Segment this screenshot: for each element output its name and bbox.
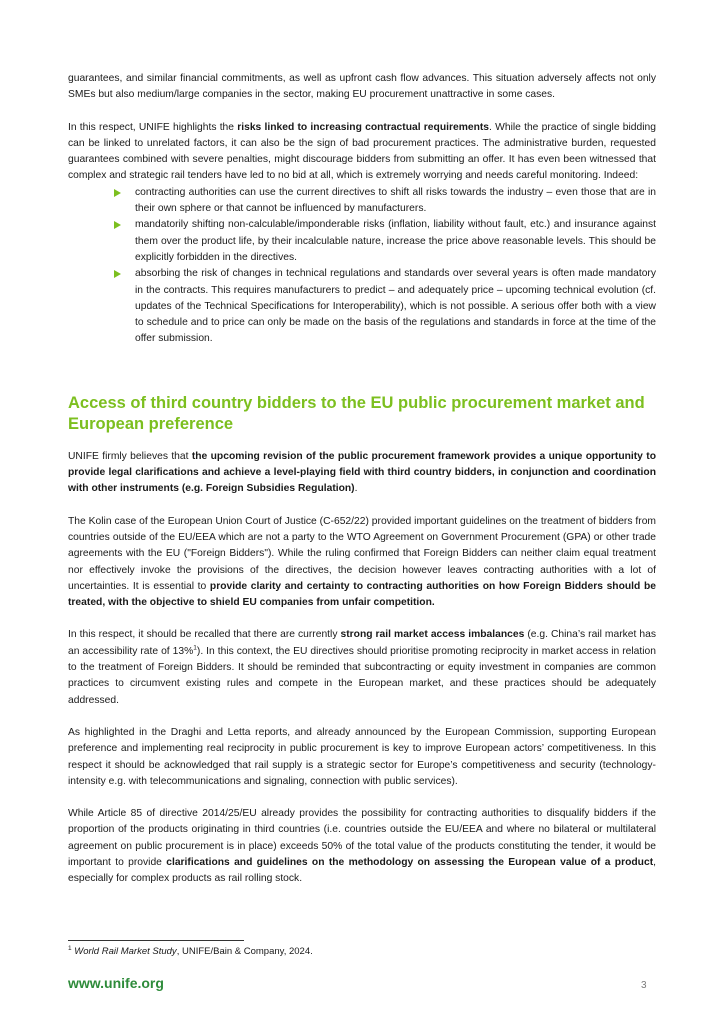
footer-website-link[interactable]: www.unife.org [68, 975, 164, 991]
paragraph-european-preference: As highlighted in the Draghi and Letta reports, and already announced by the European Commission, supporting European preference and implementing real reciprocity in public procurement is key to improve European actors’ competitiveness. In this respect it should be acknowledged that rail supply is a strategic sector for Europe’s competitiveness and security (technology-intensity e.g. with telecommunications and signaling, connection with public services). [68, 726, 656, 787]
paragraph-guarantees: guarantees, and similar financial commitments, as well as upfront cash flow advances. This situation adversely affects not only SMEs but also medium/large companies in the sector, making EU procurement unattractive in some cases. [68, 73, 656, 101]
footnote-reference: 1 [193, 644, 197, 652]
arrow-bullet-icon [114, 221, 121, 229]
arrow-bullet-icon [114, 270, 121, 278]
paragraph-kolin-case: The Kolin case of the European Union Court of Justice (C-652/22) provided important guidelines on the treatment of bidders from countries outside of the EU/EEA which are not a party to the WTO Agreement on Government Procurement (GPA) or other trade agreements with the EU ("Foreign Bidders"). While the ruling confirmed that Foreign Bidders can neither claim equal treatment nor effectively invoke the provisions of the directives, the decision however leaves contracting authorities with a lot of uncertainties. It is essential to provide clarity and certainty to contracting authorities on how Foreign Bidders should be treated, with the objective to shield EU companies from unfair competition. [68, 515, 657, 609]
footnote: $^1$ World Rail Market Study, UNIFE/Bain & Company, 2024. [68, 944, 313, 957]
paragraph-unife-belief: UNIFE firmly believes that the upcoming revision of the public procurement framework provides a unique opportunity to provide legal clarifications and achieve a level-playing field with third country bidders, in conjunction and coordination with other instruments (e.g. Foreign Subsidies Regulation). [68, 450, 656, 495]
list-item: mandatorily shifting non-calculable/imponderable risks (inflation, liability without fault, etc.) and insurance against them over the product life, by their incalculable nature, increase the price above reasonable levels. This should be explicitly forbidden in the directives. [114, 217, 656, 266]
paragraph-contractual-risks: In this respect, UNIFE highlights the risks linked to increasing contractual requirements. While the practice of single bidding can be linked to unrelated factors, it can also be the sign of bad procurement practices. The administrative burden, requested guarantees combined with severe penalties, might discourage bidders from submitting an offer. It has even been witnessed that complex and strategic rail tenders have led to no bid at all, which is extremely worrying and needs careful monitoring. Indeed: [68, 121, 656, 182]
section-heading: Access of third country bidders to the EU public procurement market and European preference [68, 393, 645, 433]
footnote-divider [68, 940, 244, 941]
document-body [68, 71, 656, 888]
paragraph-article-85: While Article 85 of directive 2014/25/EU already provides the possibility for contracting authorities to disqualify bidders if the proportion of the products originating in third countries (i.e. countries outside the EU/EEA and where no bilateral or multilateral agreement on public procurement is in place) exceeds 50% of the total value of the products constituting the tender, it would be important to provide clarifications and guidelines on the methodology on assessing the European value of a product, especially for complex products as rail rolling stock. [68, 808, 656, 885]
list-item: contracting authorities can use the current directives to shift all risks towards the industry – even those that are in their own sphere or that cannot be influenced by manufacturers. [114, 185, 656, 218]
page-number: 3 [641, 980, 647, 991]
paragraph-market-imbalances: In this respect, it should be recalled that there are currently strong rail market access imbalances (e.g. China’s rail market has an accessibility rate of 13%$^1$). In this context, the EU directives should prioritise promoting reciprocity in market access in relation to the treatment of Foreign Bidders. It should be reminded that subcontracting or equity investment in companies are common practices to circumvent existing rules and compete in the European market, and these practices should be adequately addressed. [68, 629, 656, 706]
risk-bullet-list [68, 185, 656, 348]
list-item: absorbing the risk of changes in technical regulations and standards over several years is often made mandatory in the contracts. This requires manufacturers to predict – and adequately price – upcoming technical evolution (cf. updates of the Technical Specifications for Interoperability), which is not possible. A serious offer both with a view to schedule and to price can only be made on the basis of the regulations and standards in force at the time of the offer submission. [114, 266, 656, 347]
arrow-bullet-icon [114, 189, 121, 197]
